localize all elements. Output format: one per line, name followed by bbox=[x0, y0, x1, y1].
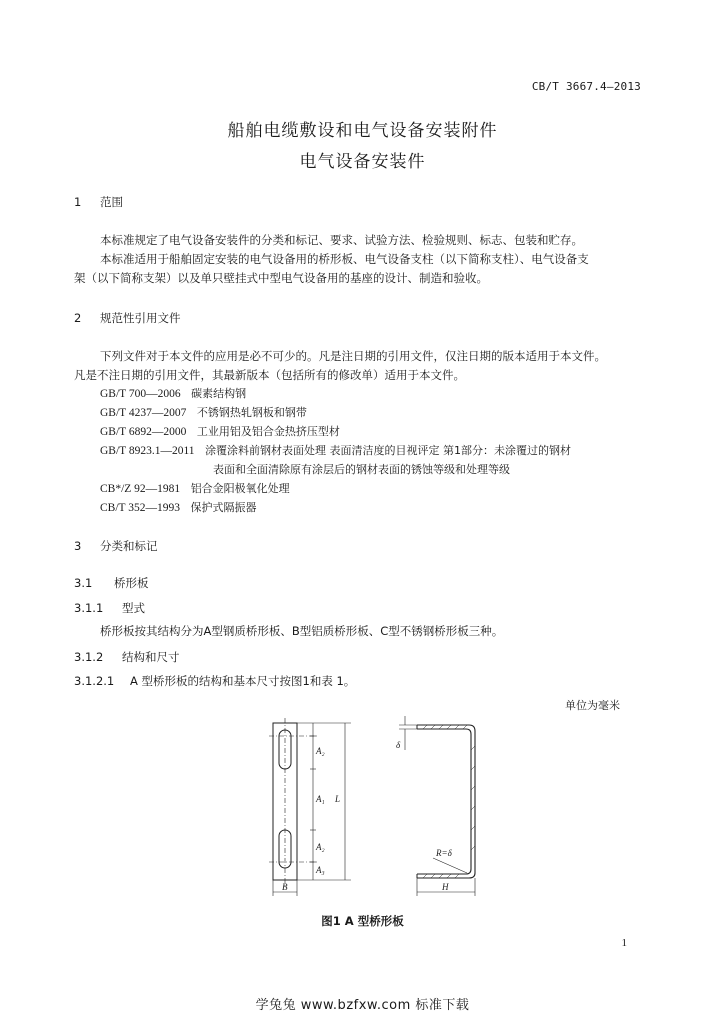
footer-watermark: 学兔兔 www.bzfxw.com 标准下载 bbox=[255, 998, 470, 1013]
reference-item: GB/T 4237—2007 不锈钢热轧钢板和钢带 bbox=[100, 406, 307, 419]
reference-item: GB/T 6892—2000 工业用铝及铝合金热挤压型材 bbox=[100, 425, 340, 438]
unit-note: 单位为毫米 bbox=[565, 699, 620, 712]
document-title: 船舶电缆敷设和电气设备安装附件 bbox=[227, 121, 498, 141]
standard-number: CB/T 3667.4—2013 bbox=[531, 80, 641, 93]
section-1-paragraph-2-line-2: 架（以下简称支架）以及单只壁挂式中型电气设备用的基座的设计、制造和验收。 bbox=[74, 271, 488, 285]
label-a2-top: A₂ bbox=[316, 746, 325, 756]
figure-1-drawing bbox=[255, 710, 495, 905]
reference-item: CB/T 352—1993 保护式隔振器 bbox=[100, 501, 257, 514]
section-2-paragraph-line-2: 凡是不注日期的引用文件，其最新版本（包括所有的修改单）适用于本文件。 bbox=[74, 368, 465, 382]
reference-item: GB/T 700—2006 碳素结构钢 bbox=[100, 387, 247, 400]
label-b: B bbox=[282, 882, 288, 892]
page-number: 1 bbox=[621, 937, 627, 949]
section-3-1-1-heading: 3.1.1 型式 bbox=[74, 601, 145, 615]
reference-item: CB*/Z 92—1981 铝合金阳极氧化处理 bbox=[100, 482, 290, 495]
section-1-paragraph-2-line-1: 本标准适用于船舶固定安装的电气设备用的桥形板、电气设备支柱（以下简称支柱）、电气设备支 bbox=[100, 252, 589, 266]
section-3-1-1-paragraph: 桥形板按其结构分为A型钢质桥形板、B型铝质桥形板、C型不锈钢桥形板三种。 bbox=[100, 624, 504, 638]
reference-item: GB/T 8923.1—2011 涂覆涂料前钢材表面处理 表面清洁度的目视评定 第1部分：未涂覆过的钢材 bbox=[100, 444, 572, 457]
reference-item-continuation: 表面和全面清除原有涂层后的钢材表面的锈蚀等级和处理等级 bbox=[213, 463, 510, 476]
section-3-heading: 3 分类和标记 bbox=[74, 539, 158, 553]
label-radius: R=δ bbox=[436, 848, 452, 858]
label-a3: A₃ bbox=[316, 865, 325, 875]
label-l: L bbox=[335, 794, 341, 804]
section-2-heading: 2 规范性引用文件 bbox=[74, 311, 181, 325]
section-3-1-2-1-text: 3.1.2.1 A 型桥形板的结构和基本尺寸按图1和表 1。 bbox=[74, 674, 356, 688]
label-a1: A₁ bbox=[316, 794, 325, 804]
figure-caption: 图1 A 型桥形板 bbox=[321, 914, 404, 928]
section-1-paragraph-1: 本标准规定了电气设备安装件的分类和标记、要求、试验方法、检验规则、标志、包装和贮存。 bbox=[100, 233, 583, 247]
section-3-1-2-heading: 3.1.2 结构和尺寸 bbox=[74, 650, 180, 664]
document-subtitle: 电气设备安装件 bbox=[299, 152, 426, 172]
label-h: H bbox=[442, 882, 449, 892]
section-2-paragraph-line-1: 下列文件对于本文件的应用是必不可少的。凡是注日期的引用文件，仅注日期的版本适用于本文件。 bbox=[100, 349, 606, 363]
section-3-1-heading: 3.1 桥形板 bbox=[74, 576, 149, 590]
section-1-heading: 1 范围 bbox=[74, 195, 123, 209]
label-delta: δ bbox=[396, 740, 401, 750]
label-a2-bottom: A₂ bbox=[316, 842, 325, 852]
